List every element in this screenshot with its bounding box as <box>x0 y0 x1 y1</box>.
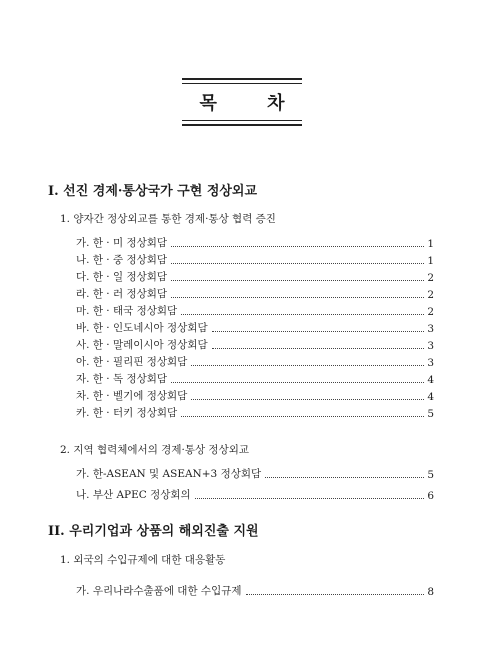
toc-entry[interactable] <box>76 407 434 420</box>
toc-entry-page: 4 <box>427 374 434 386</box>
toc-entry-page: 2 <box>427 272 434 284</box>
toc-entry-label: 나. 한 · 중 정상회담 <box>76 254 168 266</box>
toc-entry-page: 5 <box>427 408 434 420</box>
leader-dots <box>171 381 424 383</box>
toc-entry[interactable] <box>76 373 434 386</box>
toc-entry[interactable] <box>76 288 434 301</box>
toc-entry-label: 가. 한 · 미 정상회담 <box>76 237 168 249</box>
toc-entry-label: 다. 한 · 일 정상회담 <box>76 271 168 283</box>
leader-dots <box>171 279 424 281</box>
toc-entry-label: 사. 한 · 말레이시아 정상회담 <box>76 339 208 351</box>
toc-entry-label: 차. 한 · 벨기에 정상회담 <box>76 390 188 402</box>
leader-dots <box>265 476 424 478</box>
leader-dots <box>246 593 425 595</box>
toc-entry-page: 8 <box>427 586 434 598</box>
toc-entry[interactable] <box>76 271 434 284</box>
leader-dots <box>171 262 424 264</box>
leader-dots <box>181 415 424 417</box>
leader-dots <box>212 330 424 332</box>
leader-dots <box>191 398 424 400</box>
toc-entry[interactable] <box>76 322 434 335</box>
section-heading: I. 선진 경제·통상국가 구현 정상외교 <box>48 184 258 199</box>
toc-entry[interactable] <box>76 254 434 267</box>
toc-entry[interactable] <box>76 356 434 369</box>
leader-dots <box>171 296 424 298</box>
toc-entry[interactable] <box>76 468 434 481</box>
leader-dots <box>212 347 424 349</box>
toc-entry[interactable] <box>76 339 434 352</box>
toc-entry[interactable] <box>76 489 434 502</box>
toc-title-box <box>182 78 307 126</box>
toc-title: 목 차 <box>199 93 307 114</box>
toc-entry-page: 1 <box>427 255 434 267</box>
toc-entry-page: 1 <box>427 238 434 250</box>
subsection-heading: 1. 양자간 정상외교를 통한 경제·통상 협력 증진 <box>60 213 276 225</box>
subsection-heading: 2. 지역 협력체에서의 경제·통상 정상외교 <box>60 444 249 456</box>
leader-dots <box>171 245 424 247</box>
toc-entry-label: 라. 한 · 러 정상회담 <box>76 288 168 300</box>
toc-entry-page: 2 <box>427 306 434 318</box>
toc-entry-page: 3 <box>427 323 434 335</box>
leader-dots <box>191 364 424 366</box>
toc-entry-page: 2 <box>427 289 434 301</box>
toc-entry-label: 카. 한 · 터키 정상회담 <box>76 407 178 419</box>
toc-entry-label: 아. 한 · 필리핀 정상회담 <box>76 356 188 368</box>
toc-entry[interactable] <box>76 390 434 403</box>
toc-entry-label: 가. 우리나라수출품에 대한 수입규제 <box>76 585 242 597</box>
section-heading: II. 우리기업과 상품의 해외진출 지원 <box>48 524 259 539</box>
toc-entry-page: 5 <box>427 469 434 481</box>
toc-entry-page: 4 <box>427 391 434 403</box>
toc-entry-label: 자. 한 · 독 정상회담 <box>76 373 168 385</box>
toc-entry-page: 3 <box>427 340 434 352</box>
toc-entry-label: 가. 한-ASEAN 및 ASEAN+3 정상회담 <box>76 468 262 480</box>
toc-entry[interactable] <box>76 305 434 318</box>
subsection-heading: 1. 외국의 수입규제에 대한 대응활동 <box>60 554 226 566</box>
toc-entry-label: 바. 한 · 인도네시아 정상회담 <box>76 322 208 334</box>
leader-dots <box>181 313 424 315</box>
leader-dots <box>195 497 424 499</box>
toc-entry[interactable] <box>76 585 434 598</box>
toc-entry-page: 3 <box>427 357 434 369</box>
toc-entry-page: 6 <box>427 490 434 502</box>
toc-entry-label: 마. 한 · 태국 정상회담 <box>76 305 178 317</box>
toc-entry[interactable] <box>76 237 434 250</box>
toc-entry-label: 나. 부산 APEC 정상회의 <box>76 489 191 501</box>
